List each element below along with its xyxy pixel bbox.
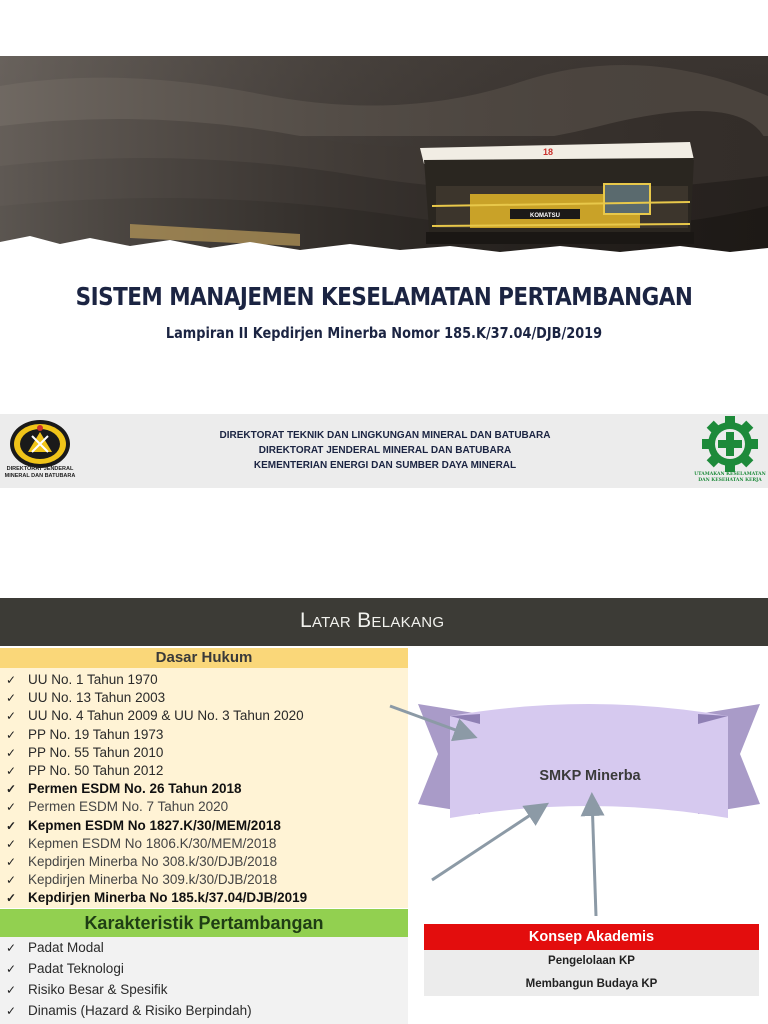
list-item-text: UU No. 1 Tahun 1970: [28, 672, 158, 687]
slide-title: SISTEM MANAJEMEN KESELAMATAN PERTAMBANGAN: [75, 282, 693, 311]
checkmark-icon: ✓: [6, 941, 17, 955]
checkmark-icon: ✓: [6, 891, 17, 906]
esdm-caption-line: MINERAL DAN BATUBARA: [4, 473, 76, 479]
org-line-ministry: KEMENTERIAN ENERGI DAN SUMBER DAYA MINERAL: [253, 460, 517, 471]
org-line-dirjen: DIREKTORAT JENDERAL MINERAL DAN BATUBARA: [258, 445, 512, 456]
list-item: [6, 889, 406, 907]
checkmark-icon: ✓: [6, 691, 17, 706]
list-item: [6, 671, 406, 689]
list-item-text: PP No. 55 Tahun 2010: [28, 744, 164, 760]
k3-caption-line: UTAMAKAN KESELAMATAN: [694, 472, 766, 477]
list-item-text: Kepdirjen Minerba No 308.k/30/DJB/2018: [28, 853, 278, 869]
list-item: [6, 689, 406, 707]
legal-basis-list: [6, 671, 406, 907]
list-item: [6, 817, 406, 835]
k3-caption-line: DAN KESEHATAN KERJA: [698, 478, 762, 483]
checkmark-icon: ✓: [6, 727, 17, 742]
list-item-text: Kepdirjen Minerba No 309.k/30/DJB/2018: [28, 872, 278, 888]
list-item: [6, 744, 406, 762]
list-item-text: Permen ESDM No. 26 Tahun 2018: [28, 781, 242, 797]
checkmark-icon: ✓: [6, 800, 17, 815]
slide-header-title: Latar Belakang: [300, 609, 445, 632]
academic-concept-item: Pengelolaan KP: [548, 955, 635, 967]
academic-concept-body: [424, 950, 759, 996]
list-item: [6, 798, 406, 816]
list-item-text: Kepmen ESDM No 1806.K/30/MEM/2018: [28, 835, 277, 851]
slide-header-bar: [0, 598, 768, 646]
list-item-text: Padat Modal: [28, 940, 104, 955]
list-item: [6, 979, 406, 1000]
checkmark-icon: ✓: [6, 745, 17, 760]
list-item: [6, 958, 406, 979]
background-slide: [0, 598, 768, 1024]
checkmark-icon: ✓: [6, 782, 17, 797]
institution-band: [0, 414, 768, 488]
checkmark-icon: ✓: [6, 1004, 17, 1018]
truck-brand: KOMATSU: [530, 213, 560, 219]
checkmark-icon: ✓: [6, 962, 17, 976]
list-item-text: PP No. 19 Tahun 1973: [28, 726, 164, 742]
list-item-text: Kepmen ESDM No 1827.K/30/MEM/2018: [28, 817, 281, 833]
checkmark-icon: ✓: [6, 983, 17, 997]
list-item: [6, 780, 406, 798]
checkmark-icon: ✓: [6, 854, 17, 869]
academic-concept-heading: Konsep Akademis: [424, 924, 759, 950]
title-slide: [0, 56, 768, 488]
esdm-caption-line: DIREKTORAT JENDERAL: [6, 466, 74, 472]
mining-characteristics-heading: Karakteristik Pertambangan: [0, 909, 408, 937]
list-item-text: Risiko Besar & Spesifik: [28, 982, 168, 997]
list-item-text: Kepdirjen Minerba No 185.k/37.04/DJB/2019: [28, 890, 308, 906]
k3-caption: [692, 472, 768, 484]
smkp-ribbon: [410, 694, 768, 834]
esdm-emblem-caption: [4, 466, 76, 480]
list-item: [6, 1000, 406, 1021]
list-item: [6, 835, 406, 853]
dump-truck: [420, 142, 694, 244]
organization-block: [170, 428, 600, 473]
slide-subtitle: Lampiran II Kepdirjen Minerba Nomor 185.K/37.04/DJB/2019: [165, 324, 603, 342]
list-item-text: UU No. 13 Tahun 2003: [28, 690, 166, 706]
list-item: [6, 937, 406, 958]
list-item: [6, 762, 406, 780]
smkp-label: SMKP Minerba: [539, 768, 641, 784]
mining-truck-photo: [0, 56, 768, 266]
list-item-text: UU No. 4 Tahun 2009 & UU No. 3 Tahun 2020: [28, 708, 304, 724]
list-item: [6, 871, 406, 889]
checkmark-icon: ✓: [6, 763, 17, 778]
checkmark-icon: ✓: [6, 836, 17, 851]
list-item: [6, 853, 406, 871]
mining-characteristics-list: [6, 937, 406, 1021]
list-item-text: Dinamis (Hazard & Risiko Berpindah): [28, 1003, 252, 1018]
truck-number: 18: [542, 147, 554, 157]
list-item-text: Permen ESDM No. 7 Tahun 2020: [28, 799, 229, 815]
checkmark-icon: ✓: [6, 873, 17, 888]
academic-concept-item: Membangun Budaya KP: [525, 978, 658, 990]
checkmark-icon: ✓: [6, 818, 17, 833]
org-line-directorate: DIREKTORAT TEKNIK DAN LINGKUNGAN MINERAL DAN BATUBARA: [219, 430, 551, 441]
legal-basis-heading: Dasar Hukum: [0, 648, 408, 668]
checkmark-icon: ✓: [6, 673, 17, 687]
list-item: [6, 726, 406, 744]
list-item: [6, 707, 406, 725]
list-item-text: PP No. 50 Tahun 2012: [28, 762, 164, 778]
checkmark-icon: ✓: [6, 709, 17, 724]
list-item-text: Padat Teknologi: [28, 961, 124, 976]
